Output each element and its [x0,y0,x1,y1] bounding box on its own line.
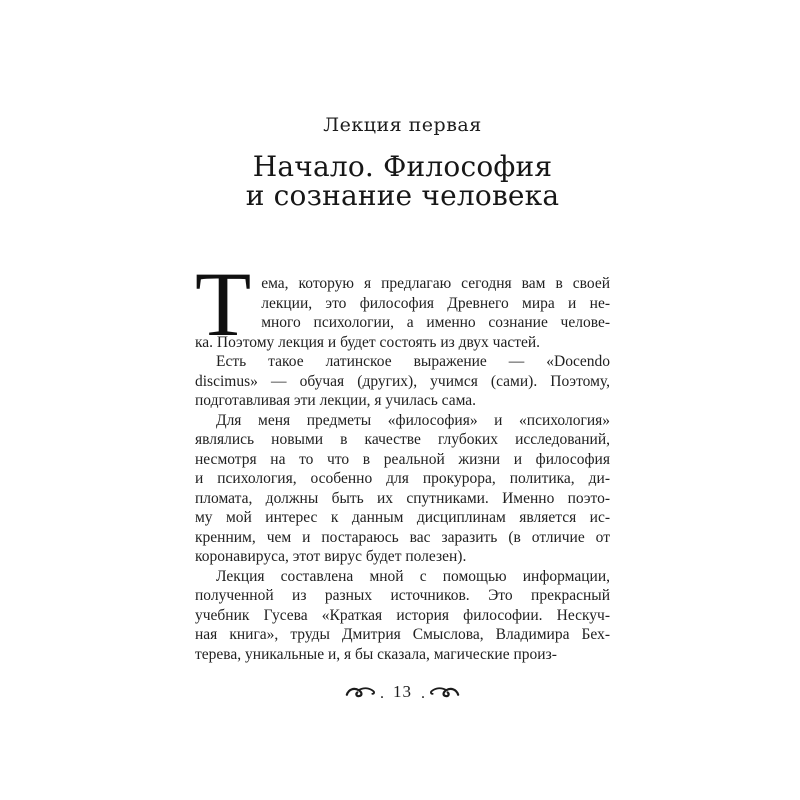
chapter-title-line-1: Начало. Философия [252,150,553,183]
text-line: подготавливая эти лекции, я училась сама. [195,392,477,409]
chapter-title [195,152,610,210]
text-line: много психологии, а именно сознание челове- [261,314,610,331]
paragraph [195,352,610,411]
text-line: Есть такое латинское выражение — «Docendo [216,353,610,370]
text-line: ка. Поэтому лекция и будет состоять из двух частей. [195,333,541,351]
text-line: пломата, должны быть их спутниками. Именно поэто- [195,489,610,507]
text-line: являлись новыми в качестве глубоких исследований, [195,431,610,448]
footer-right-dot: . [421,685,425,702]
text-line: му мой интерес к данным дисциплинам является ис- [195,509,610,526]
chapter-kicker: Лекция первая [323,114,482,136]
paragraph [195,411,610,567]
dropcap-letter: Т [195,253,252,355]
text-line: лекции, это философия Древнего мира и не- [261,294,610,312]
text-line: Для меня предметы «философия» и «психология» [216,411,610,429]
text-line: ная книга», труды Дмитрия Смыслова, Владимира Бех- [195,626,610,643]
text-line: Лекция составлена мной с помощью информации, [216,567,610,585]
flourish-left-icon [345,685,376,699]
text-line: полученной из разных источников. Это прекрасный [195,587,610,604]
text-column [195,0,610,702]
text-line: кренним, чем и постараюсь вас заразить (в отличие от [195,528,610,546]
page-number: 13 [393,682,412,701]
paragraph [195,253,610,355]
text-line: ема, которую я предлагаю сегодня вам в своей [261,275,610,292]
footer-left-dot: . [380,685,384,702]
text-line: коронавируса, этот вирус будет полезен). [195,548,467,565]
text-line: учебник Гусева «Краткая история философии. Нескуч- [195,606,610,624]
page-footer [195,682,610,702]
text-line: терева, уникальные и, я бы сказала, магические произ- [195,645,557,663]
body-text [195,253,610,664]
paragraph [195,567,610,665]
text-line: discimus» — обучая (других), учимся (сами). Поэтому, [195,372,610,390]
text-line: несмотря на то что в реальной жизни и философия [195,450,610,468]
flourish-right-icon [429,685,460,699]
text-line: и психология, особенно для прокурора, политика, ди- [195,470,610,487]
chapter-title-line-2: и сознание человека [245,179,560,212]
